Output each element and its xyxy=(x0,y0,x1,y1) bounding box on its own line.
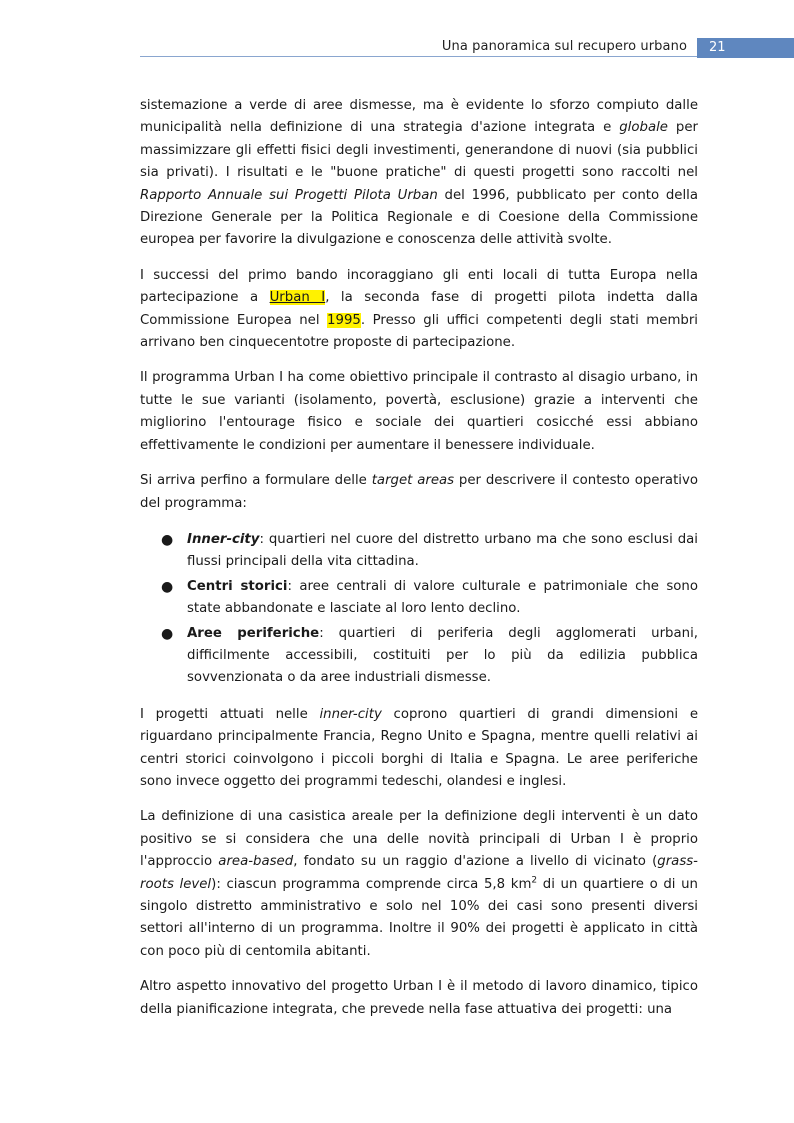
list-item: ● Centri storici: aree centrali di valore culturale e patrimoniale che sono state abbandonate e lasciate al loro lento declino. xyxy=(140,576,698,621)
italic-term: globale xyxy=(619,120,668,136)
report-title: Rapporto Annuale sui Progetti Pilota Urban xyxy=(140,187,438,203)
bullet-icon: ● xyxy=(161,531,174,548)
paragraph-2: I successi del primo bando incoraggiano gli enti locali di tutta Europa nella partecipazione a Urban I, la seconda fase di progetti pilota indetta dalla Commissione Europea nel 1995. Presso gli uffici competenti degli stati membri arrivano ben cinquecentotre proposte di partecipazione. xyxy=(140,267,699,351)
running-header xyxy=(0,38,794,58)
list-term: Centri storici xyxy=(187,578,288,594)
superscript: 2 xyxy=(531,875,538,886)
highlighted-year: 1995 xyxy=(327,312,361,328)
bullet-icon: ● xyxy=(161,578,174,595)
paragraph-7: Altro aspetto innovativo del progetto Urban I è il metodo di lavoro dinamico, tipico della pianificazione integrata, che prevede nella fase attuativa dei progetti: una xyxy=(140,979,698,1017)
header-rule xyxy=(140,56,697,57)
target-areas-list xyxy=(140,529,698,690)
italic-term: target areas xyxy=(371,473,455,489)
list-item: ● Aree periferiche: quartieri di periferia degli agglomerati urbani, difficilmente accessibili, costituiti per lo più da edilizia pubblica sovvenzionata o da aree industriali dismesse. xyxy=(140,623,698,690)
page-number: 21 xyxy=(697,38,794,58)
italic-term: area-based xyxy=(218,854,294,870)
paragraph-1: sistemazione a verde di aree dismesse, ma è evidente lo sforzo compiuto dalle municipalità nella definizione di una strategia d'azione integrata e globale per massimizzare gli effetti fisici degli investimenti, generandone di nuovi (sia pubblici sia privati). I risultati e le "buone pratiche" di questi progetti sono raccolti nel Rapporto Annuale sui Progetti Pilota Urban del 1996, pubblicato per conto della Direzione Generale per la Politica Regionale e di Coesione della Commissione europea per favorire la divulgazione e conoscenza delle attività svolte. xyxy=(140,98,698,248)
list-item: ● Inner-city: quartieri nel cuore del distretto urbano ma che sono esclusi dai flussi principali della vita cittadina. xyxy=(140,529,698,574)
header-title: Una panoramica sul recupero urbano xyxy=(441,39,687,54)
paragraph-3: Il programma Urban I ha come obiettivo principale il contrasto al disagio urbano, in tutte le sue varianti (isolamento, povertà, esclusione) grazie a interventi che migliorino l'entourage fisico e sociale dei quartieri cosicché essi abbiano effettivamente le condizioni per aumentare il benessere individuale. xyxy=(140,370,698,453)
bullet-icon: ● xyxy=(161,625,174,642)
paragraph-4: Si arriva perfino a formulare delle target areas per descrivere il contesto operativo del programma: xyxy=(140,473,698,511)
page-body xyxy=(140,95,698,1034)
paragraph-6: La definizione di una casistica areale per la definizione degli interventi è un dato positivo se si considera che una delle novità principali di Urban I è proprio l'approccio area-based, fondato su un raggio d'azione a livello di vicinato (grass-roots level): ciascun programma comprende circa 5,8 $km^2$ di un quartiere o di un singolo distretto amministrativo e solo nel 10% dei casi sono presenti diversi settori all'interno di un programma. Inoltre il 90% dei progetti è applicato in città con poco più di centomila abitanti. xyxy=(140,809,698,959)
paragraph-5: I progetti attuati nelle inner-city coprono quartieri di grandi dimensioni e riguardano principalmente Francia, Regno Unito e Spagna, mentre quelli relativi ai centri storici coinvolgono i piccoli borghi di Italia e Spagna. Le aree periferiche sono invece oggetto dei programmi tedeschi, olandesi e inglesi. xyxy=(140,706,699,789)
list-term: Aree periferiche xyxy=(187,625,320,641)
list-term: Inner-city xyxy=(187,531,260,547)
italic-term: inner-city xyxy=(319,706,382,722)
italic-term: grass-roots level xyxy=(140,854,698,892)
highlighted-link-urban-i[interactable]: Urban I xyxy=(269,290,326,306)
